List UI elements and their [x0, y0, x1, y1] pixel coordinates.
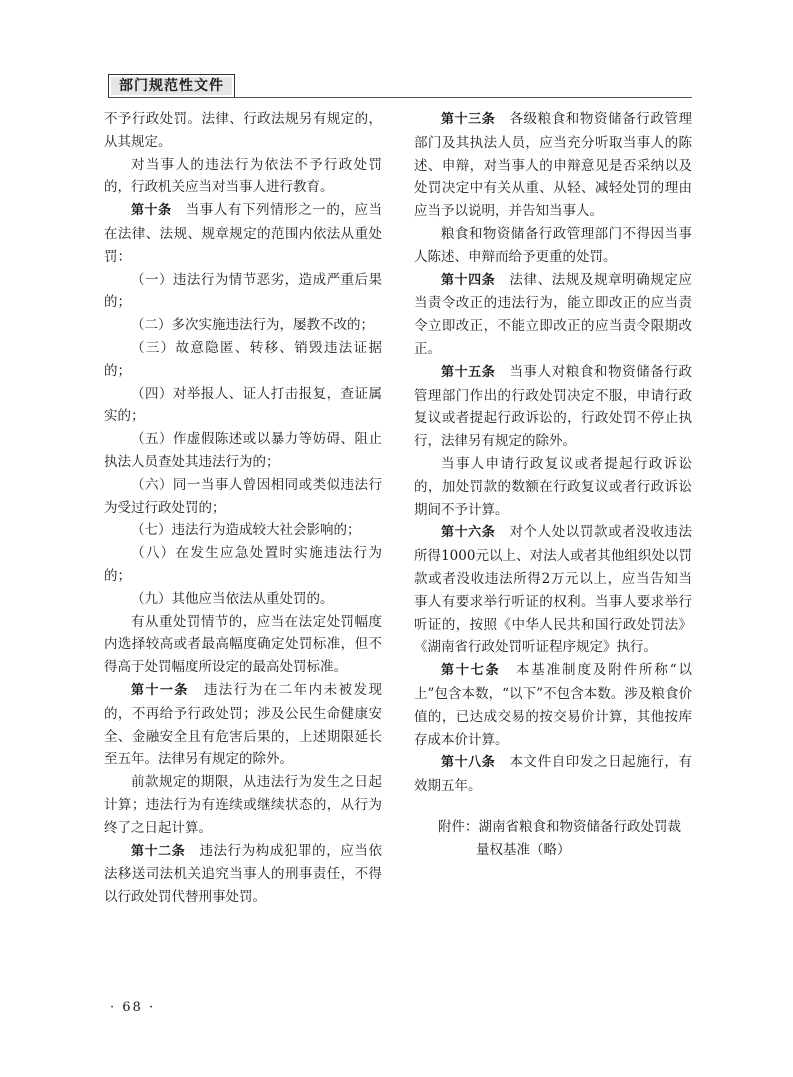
paragraph: [414, 108, 692, 223]
paragraph: [104, 337, 382, 383]
paragraph-text: 违法行为在二年内未被发现的，不再给予行政处罚；涉及公民生命健康安全、金融安全且有危害后果的，上述期限延长至五年。法律另有规定的除外。: [104, 681, 382, 768]
paragraph-text: （五）作虚假陈述或以暴力等妨碍、阻止执法人员查处其违法行为的；: [104, 431, 382, 470]
paragraph: [414, 223, 692, 269]
paragraph-text: 当事人对粮食和物资储备行政管理部门作出的行政处罚决定不服，申请行政复议或者提起行政诉讼的，行政处罚不停止执行，法律另有规定的除外。: [414, 363, 693, 450]
article-heading: 第十条: [131, 203, 172, 219]
page-header: [108, 74, 692, 98]
paragraph-text: 对个人处以罚款或者没收违法所得1000元以上、对法人或者其他组织处以罚款或者没收违法所得2万元以上，应当告知当事人有要求举行听证的权利。当事人要求举行听证的，按照《中华人民共和国行政处罚法》《湖南省行政处罚听证程序规定》执行。: [414, 524, 693, 656]
paragraph: [104, 383, 382, 429]
paragraph-text: 对当事人的违法行为依法不予行政处罚的，行政机关应当对当事人进行教育。: [104, 156, 382, 196]
paragraph-text: 各级粮食和物资储备行政管理部门及其执法人员，应当充分听取当事人的陈述、申辩，对当事人的申辩意见是否采纳以及处罚决定中有关从重、从轻、减轻处罚的理由应当予以说明，并告知当事人。: [414, 111, 693, 220]
article-heading: 第十六条: [441, 525, 496, 541]
right-column: [414, 108, 692, 862]
article-heading: 第十七条: [441, 663, 501, 679]
paragraph-text: 粮食和物资储备行政管理部门不得因当事人陈述、申辩而给予更重的处罚。: [414, 225, 692, 265]
paragraph: [104, 474, 382, 520]
paragraph-text: 违法行为构成犯罪的，应当依法移送司法机关追究当事人的刑事责任，不得以行政处罚代替刑事处罚。: [104, 842, 383, 906]
paragraph: [414, 659, 692, 751]
paragraph-text: 有从重处罚情节的，应当在法定处罚幅度内选择较高或者最高幅度确定处罚标准，但不得高于处罚幅度所设定的最高处罚标准。: [104, 613, 382, 676]
paragraph-text: 不予行政处罚。法律、行政法规另有规定的，从其规定。: [104, 111, 382, 150]
paragraph-text: （三）故意隐匿、转移、销毁违法证据的；: [104, 339, 382, 379]
paragraph: [104, 269, 382, 315]
article-heading: 第十三条: [441, 112, 496, 127]
header-rule: [108, 97, 692, 98]
paragraph: [104, 771, 382, 839]
paragraph: [104, 588, 382, 611]
paragraph: [104, 542, 382, 588]
paragraph-text: 本基准制度及附件所称“以上”包含本数，“以下”不包含本数。涉及粮食价值的，已达成交易的按交易价计算，其他按库存成本价计算。: [414, 662, 693, 748]
paragraph-text: 本文件自印发之日起施行，有效期五年。: [414, 754, 693, 795]
paragraph: [104, 314, 382, 337]
attachment-line: 量权基准（略）: [476, 841, 571, 858]
paragraph: [104, 611, 382, 679]
paragraph: [104, 199, 382, 268]
paragraph-text: （一）违法行为情节恶劣，造成严重后果的；: [104, 271, 382, 311]
section-title: 部门规范性文件: [108, 74, 235, 98]
paragraph-text: 前款规定的期限，从违法行为发生之日起计算；违法行为有连续或继续状态的，从行为终了之日起计算。: [104, 774, 382, 836]
paragraph-text: （九）其他应当依法从重处罚的。: [131, 590, 334, 607]
attachment-note: [414, 816, 692, 862]
attachment-line: 附件：湖南省粮食和物资储备行政处罚裁: [438, 818, 681, 835]
article-heading: 第十一条: [131, 682, 189, 698]
paragraph-text: （四）对举报人、证人打击报复，查证属实的；: [104, 385, 382, 425]
paragraph: [414, 269, 692, 361]
paragraph-text: 当事人申请行政复议或者提起行政诉讼的，加处罚款的数额在行政复议或者行政诉讼期间不予计算。: [414, 455, 692, 518]
page-number: · 68 ·: [110, 1000, 156, 1015]
paragraph: [104, 108, 382, 154]
paragraph-text: （八）在发生应急处置时实施违法行为的；: [104, 545, 382, 584]
article-heading: 第十二条: [131, 843, 186, 859]
paragraph-text: （二）多次实施违法行为，屡教不改的；: [131, 317, 374, 334]
paragraph-text: （六）同一当事人曾因相同或类似违法行为受过行政处罚的；: [104, 476, 382, 516]
paragraph: [104, 519, 382, 542]
paragraph: [414, 453, 692, 521]
paragraph: [104, 154, 382, 200]
article-heading: 第十四条: [441, 272, 496, 288]
paragraph: [104, 679, 382, 771]
paragraph-text: （七）违法行为造成较大社会影响的；: [131, 522, 361, 539]
paragraph: [104, 840, 382, 909]
left-column: [104, 108, 382, 909]
article-heading: 第十八条: [441, 755, 496, 771]
paragraph: [414, 521, 692, 659]
paragraph: [414, 361, 692, 453]
paragraph: [104, 428, 382, 474]
paragraph: [414, 751, 692, 798]
paragraph-text: 法律、法规及规章明确规定应当责令改正的违法行为，能立即改正的应当责令立即改正，不能立即改正的应当责令限期改正。: [414, 271, 693, 357]
paragraph-text: 当事人有下列情形之一的，应当在法律、法规、规章规定的范围内依法从重处罚：: [104, 202, 383, 265]
article-heading: 第十五条: [441, 364, 496, 380]
